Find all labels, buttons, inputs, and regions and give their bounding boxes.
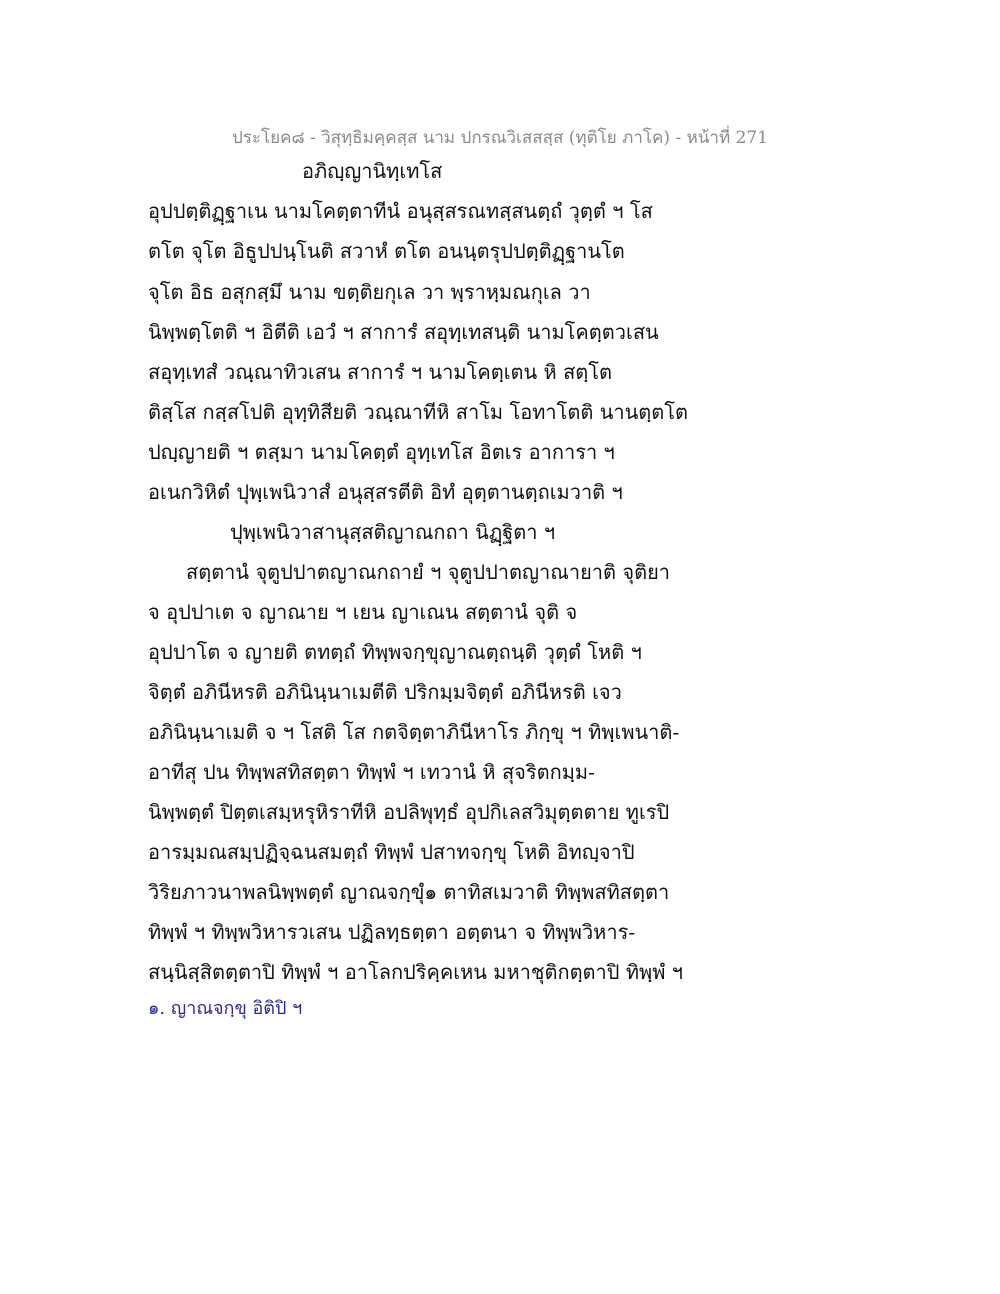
section-title: อภิญฺญานิทฺเทโส [302,159,443,183]
text-line: จุโต อิธ อสุกสฺมึ นาม ขตฺติยกุเล วา พฺราหฺมณกุเล วา [148,280,591,304]
text-line: อาทีสุ ปน ทิพฺพสทิสตฺตา ทิพฺพํ ฯ เทวานํ หิ สุจริตกมฺม- [148,760,595,784]
page-header: ประโยค๘ - วิสุทฺธิมคฺคสฺส นาม ปกรณวิเสสสฺส (ทุติโย ภาโค) - หน้าที่ 271 [231,128,769,148]
text-line: สอุทฺเทสํ วณฺณาทิวเสน สาการํ ฯ นามโคตฺเตน หิ สตฺโต [148,360,613,384]
text-line: ตโต จุโต อิธูปปนฺโนติ สวาหํ ตโต อนนฺตรุปปตฺติฏฺฐานโต [148,239,625,263]
text-line: จ อุปปาเต จ ญาณาย ฯ เยน ญาเณน สตฺตานํ จุติ จ [148,600,578,624]
text-line: ทิพฺพํ ฯ ทิพฺพวิหารวเสน ปฏิลทฺธตฺตา อตฺตนา จ ทิพฺพวิหาร- [148,920,636,944]
text-line: อุปปาโต จ ญายติ ตทตฺถํ ทิพฺพจกฺขุญาณตฺถนฺติ วุตฺตํ โหติ ฯ [148,640,642,664]
text-line: นิพฺพตฺโตติ ฯ อิตีติ เอวํ ฯ สาการํ สอุทฺเทสนฺติ นามโคตฺตวเสน [148,320,659,344]
text-line: วิริยภาวนาพลนิพฺพตฺตํ ญาณจกฺขุํ๑ ตาทิสเมวาติ ทิพฺพสทิสตฺตา [148,880,670,904]
paragraph-start-line: สตฺตานํ จุตูปปาตญาณกถายํ ฯ จุตูปปาตญาณายาติ จุติยา [186,560,671,584]
text-line: อุปปตฺติฏฺฐาเน นามโคตฺตาทีนํ อนุสฺสรณทสฺสนตฺถํ วุตฺตํ ฯ โส [148,199,653,223]
text-line: อเนกวิหิตํ ปุพฺเพนิวาสํ อนุสฺสรตีติ อิทํ อุตฺตานตฺถเมวาติ ฯ [148,480,623,504]
text-line: สนฺนิสฺสิตตฺตาปิ ทิพฺพํ ฯ อาโลกปริคฺคเหน มหาชุติกตฺตาปิ ทิพฺพํ ฯ [148,960,683,984]
text-line: จิตฺตํ อภินีหรติ อภินินฺนาเมตีติ ปริกมฺมจิตฺตํ อภินีหรติ เจว [148,680,622,704]
footnote: ๑. ญาณจกฺขุ อิติปิ ฯ [148,998,303,1019]
text-line: ปญฺญายติ ฯ ตสฺมา นามโคตฺตํ อุทฺเทโส อิตเร อาการา ฯ [148,440,615,464]
text-line: ติสฺโส กสฺสโปติ อุทฺทิสียติ วณฺณาทีหิ สาโม โอทาโตติ นานตฺตโต [148,400,688,424]
text-line: นิพฺพตฺตํ ปิตฺตเสมฺหรุหิราทีหิ อปลิพุทฺธํ อุปกิเลสวิมุตฺตตาย ทูเรปิ [148,800,670,824]
text-line: อภินินฺนาเมติ จ ฯ โสติ โส กตจิตฺตาภินีหาโร ภิกฺขุ ฯ ทิพฺเพนาติ- [148,720,680,744]
section-end-line: ปุพฺเพนิวาสานุสฺสติญาณกถา นิฏฺฐิตา ฯ [230,520,556,544]
text-line: อารมฺมณสมฺปฏิจฺฉนสมตฺถํ ทิพฺพํ ปสาทจกฺขุ โหติ อิทญฺจาปิ [148,840,635,864]
